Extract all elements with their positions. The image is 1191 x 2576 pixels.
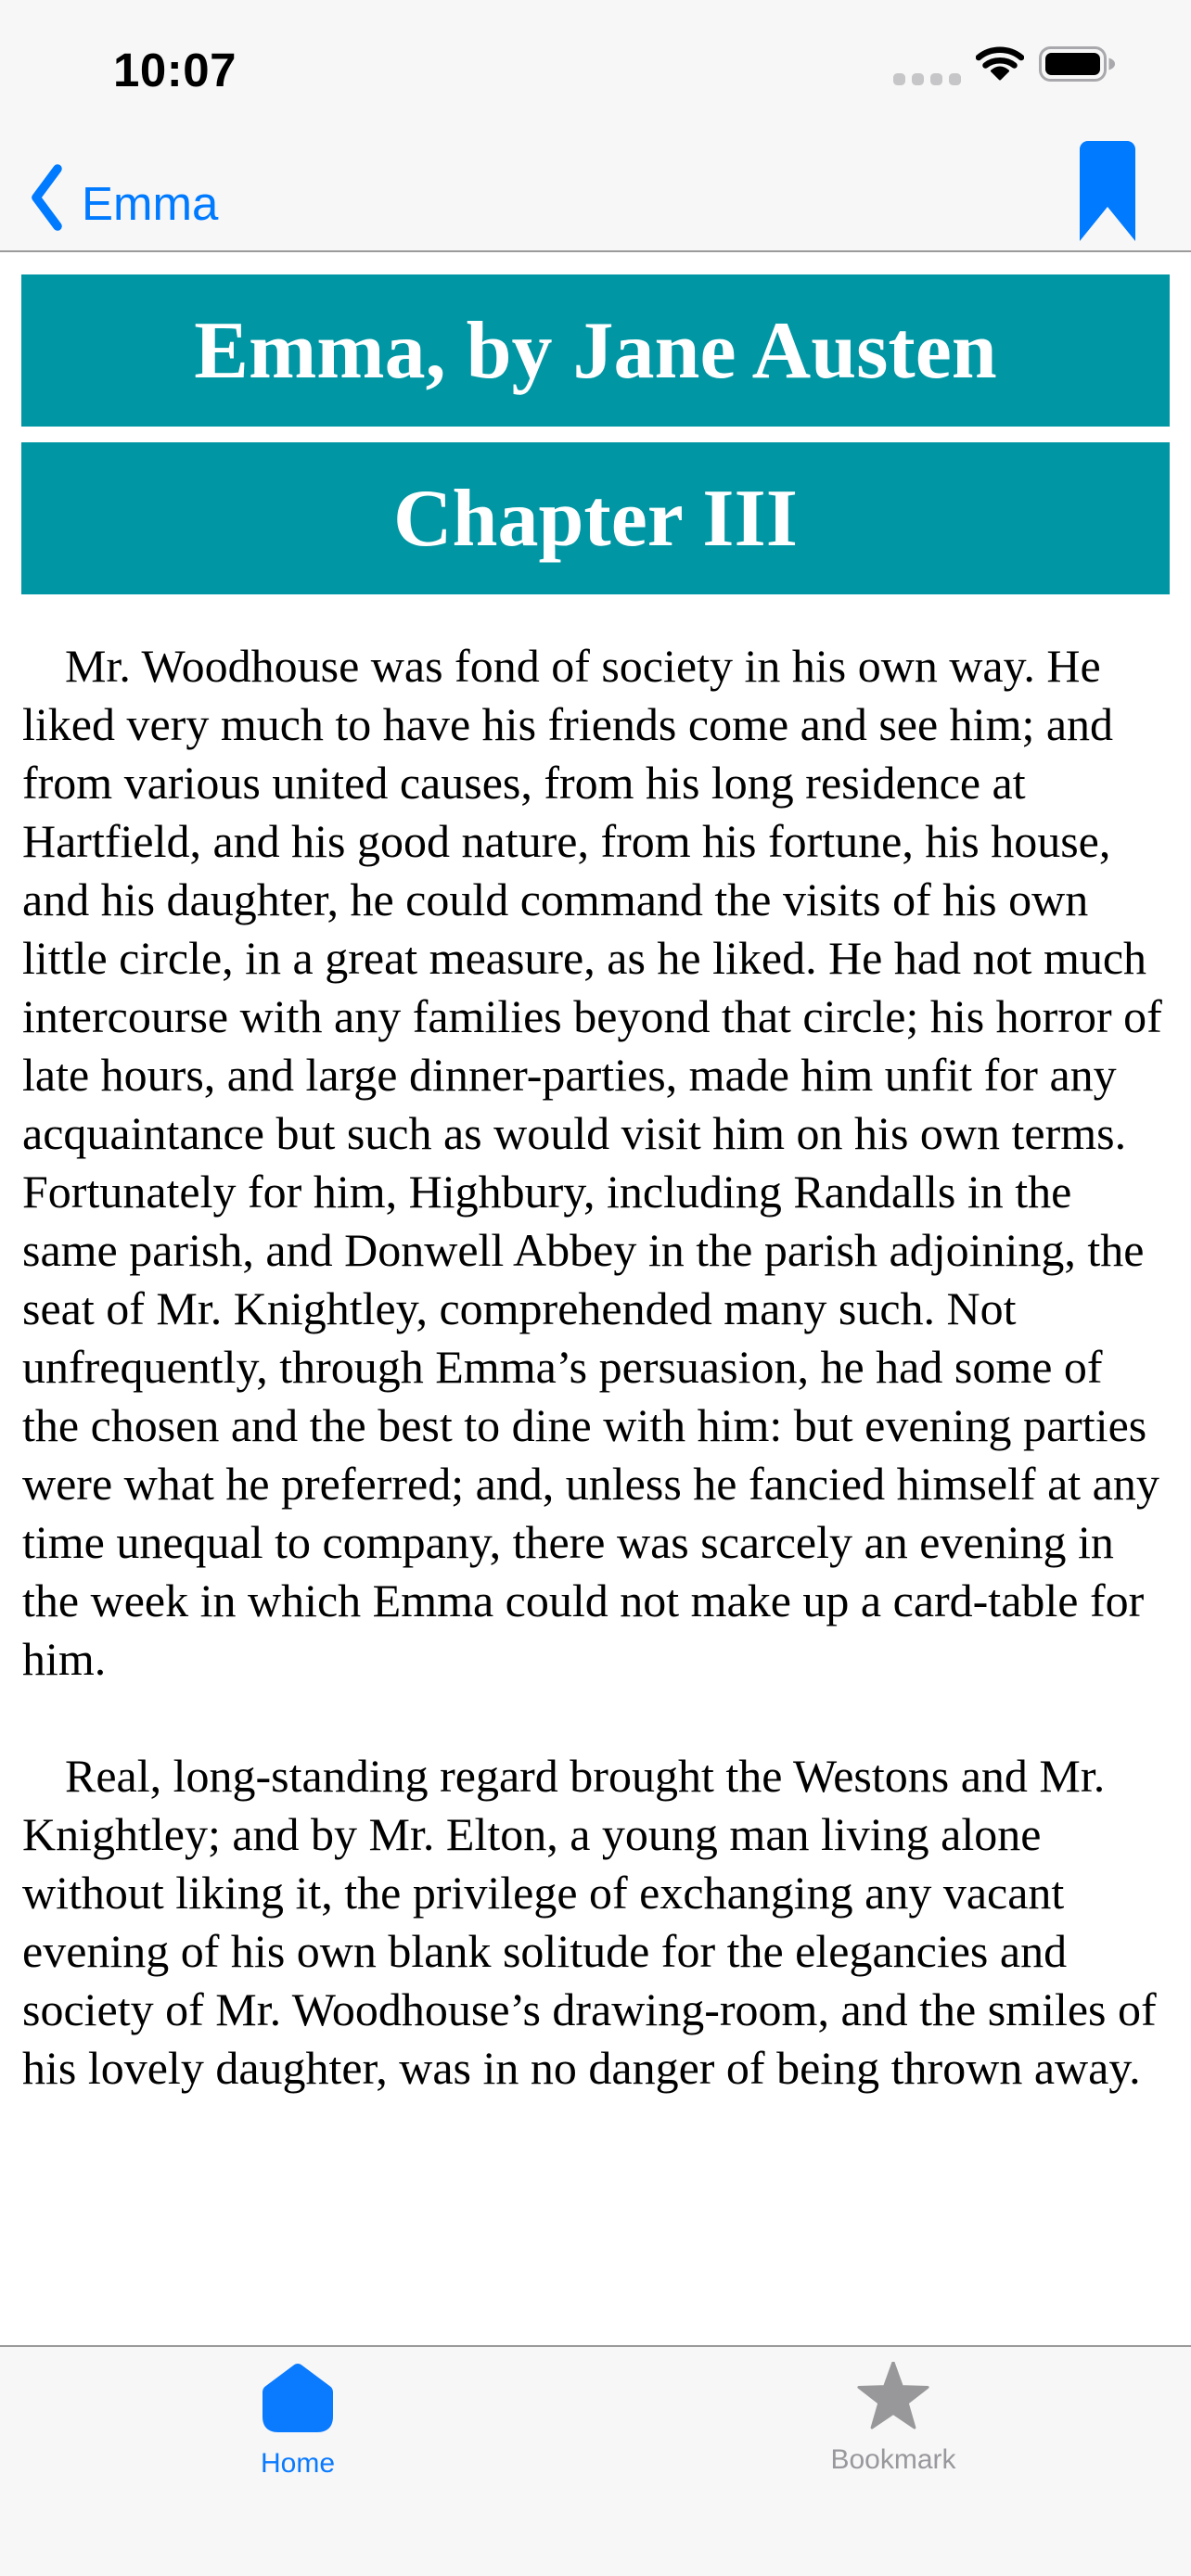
reader-scroll-area[interactable] <box>0 254 1191 2345</box>
bookmark-icon <box>1080 230 1135 244</box>
status-bar-time: 10:07 <box>113 44 237 96</box>
battery-icon <box>1039 45 1115 87</box>
chapter-text <box>22 637 1167 2098</box>
tab-home[interactable] <box>159 2362 437 2480</box>
tab-bookmark-label: Bookmark <box>830 2444 956 2475</box>
status-bar-icons <box>893 48 1115 87</box>
back-chevron-icon <box>28 161 65 245</box>
bookmark-button[interactable] <box>1080 141 1135 244</box>
top-chrome <box>0 0 1191 252</box>
book-title-banner <box>21 274 1170 427</box>
house-icon <box>263 2362 333 2437</box>
tab-bookmark[interactable] <box>754 2362 1032 2476</box>
cellular-dot <box>912 73 924 85</box>
paragraph: Mr. Woodhouse was fond of society in his own way. He liked very much to have his friends come and see him; and from various united causes, from his long residence at Hartfield, and his good nature, from his fortune, his house, and his daughter, he could command the visits of his own little circle, in a great measure, as he liked. He had not much intercourse with any families beyond that circle; his horror of late hours, and large dinner-parties, made him unfit for any acquaintance but such as would visit him on his own terms. Fortunately for him, Highbury, including Randalls in the same parish, and Donwell Abbey in the parish adjoining, the seat of Mr. Knightley, comprehended many such. Not unfrequently, through Emma’s persuasion, he had some of the chosen and the best to dine with him: but evening parties were what he preferred; and, unless he fancied himself at any time unequal to company, there was scarcely an evening in the week in which Emma could not make up a card-table for him. <box>22 640 1162 1685</box>
tab-bar <box>0 2345 1191 2576</box>
back-button[interactable] <box>28 161 218 245</box>
cellular-signal-icon <box>893 73 961 85</box>
chapter-title: Chapter III <box>392 473 798 564</box>
cellular-dot <box>893 73 905 85</box>
paragraph: Real, long-standing regard brought the Westons and Mr. Knightley; and by Mr. Elton, a young man living alone without liking it, the privilege of exchanging any vacant evening of his own blank solitude for the elegancies and society of Mr. Woodhouse’s drawing-room, and the smiles of his lovely daughter, was in no danger of being thrown away. <box>22 1750 1157 2094</box>
wifi-icon <box>976 45 1024 85</box>
book-title: Emma, by Jane Austen <box>194 305 997 396</box>
tab-home-label: Home <box>260 2448 336 2479</box>
star-icon <box>857 2362 929 2433</box>
cellular-dot <box>949 73 961 85</box>
cellular-dot <box>930 73 942 85</box>
chapter-banner <box>21 442 1170 594</box>
back-button-label: Emma <box>82 176 219 230</box>
